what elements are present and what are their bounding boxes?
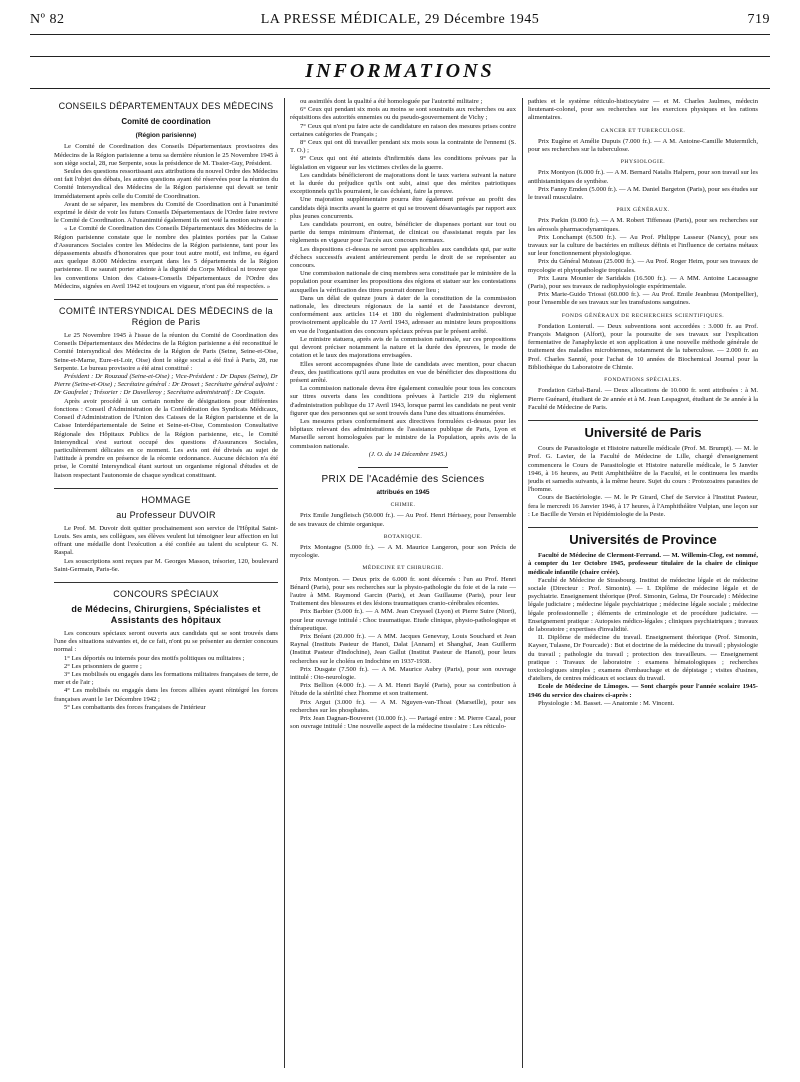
prize-entry: Prix Jean Dagnan-Bouveret (10.000 fr.). — Partagé entre : M. Pierre Cazal, pour son ouvrage intitulé : Une nouvelle aspect de la médecine tissulaire : Les réticulo-: [290, 715, 516, 731]
paragraph: II. Diplôme de médecine du travail. Enseignement théorique (Prof. Simonin, Kayser, Tulasne, Dr Fourcade) : But et doctrine de la médecine du travail ; physiologie du travail ; pathologie du travail ; protection des travailleurs. — Enseignement pratique : Travaux de laboratoire : examens hématologiques ; recherches toxicologiques simples ; examens d'embauchage et de dépistage ; visites d'usines, d'ateliers, de centres médicaux et sociaux du travail.: [528, 634, 758, 683]
prize-entry: Prix Barbier (5.000 fr.). — A MM. Jean Creyssel (Lyon) et Pierre Suire (Niort), pour leur ouvrage intitulé : Choc traumatique. Etude clinique, physio-pathologique et thérapeutique.: [290, 608, 516, 632]
section-subtitle: au Professeur DUVOIR: [116, 509, 216, 520]
paragraph: Physiologie : M. Basset. — Anatomie : M. Vincent.: [538, 699, 675, 707]
paragraph: Les souscriptions sont reçues par M. Georges Masson, trésorier, 120, boulevard Saint-Germain, Paris-6e.: [54, 557, 278, 573]
paragraph: Dans un délai de quinze jours à dater de la constitution de la commission nationale, les directeurs régionaux de la santé et de l'assistance devront, conformément aux articles 114 et 180 du règlement d'administration publique provisoirement applicable du 17 Avril 1943, adresser au ministre leurs propositions en vue de l'organisation des concours spéciaux prévus par le présent arrêté.: [290, 294, 516, 335]
prize-entry: Fondation Lonteruil. — Deux subventions sont accordées : 3.000 fr. au Prof. François Maignon (Alfort), pour la poursuite de ses travaux sur l'explication fermentative de l'anaphylaxie et son application à une nouvelle méthode générale de traitement des maladies microbiennes, notamment de la tuberculose. — 2.000 fr. au Prof. Charles Sannié, pour l'achat de 10 années de Biochemical Journal pour la Bibliothèque du Laboratoire de Chimie.: [528, 322, 758, 371]
prize-entry: Fondation Girbal-Baral. — Deux allocations de 10.000 fr. sont attribuées : à M. Pierre Guénard, étudiant de 2e année et à M. Jean Lespagnot, étudiant de 3e année à la Faculté de Médecine de Paris.: [528, 387, 758, 411]
paragraph: Une commission nationale de cinq membres sera constituée par le ministère de la population pour examiner les propositions des régions et statuer sur les contestations auxquelles la vérification des titres pourrait donner lieu ;: [290, 270, 516, 294]
prize-entry: pathies et le système réticulo-histiocytaire — et M. Charles Jaulmes, médecin lieutenant-colonel, pour ses recherches sur les exercices physiques et les rations alimentaires.: [528, 98, 758, 122]
prize-entry: Prix Montyon (6.000 fr.). — A M. Bernard Natalis Halpern, pour son travail sur les antihistaminiques de synthèse.: [528, 169, 758, 185]
paragraph: La commission nationale devra être également consultée pour tous les concours sur titres ouverts dans les conditions prévues à l'article 219 du règlement d'administration publique du 17 Avril 1943, lorsque parmi les candidats ne peut venir figurer que des personnes qui se sont trouvés dans l'une des situations énumérées.: [290, 385, 516, 417]
prize-entry: Prix Montagne (5.000 fr.). — A M. Maurice Langeron, pour son Précis de mycologie.: [290, 543, 516, 560]
paragraph: 5° Les combattants des forces françaises de l'intérieur: [64, 703, 206, 711]
divider: [54, 488, 278, 489]
header-rule: [30, 34, 770, 35]
column-1: [54, 98, 278, 1070]
category-heading: PHYSIOLOGIE.: [620, 159, 666, 166]
column-divider: [522, 98, 523, 1068]
column-2: [290, 98, 516, 1070]
paragraph: Elles seront accompagnées d'une liste de candidats avec mention, pour chacun d'eux, des justifications qu'il aura produites en vue de bénéficier des dispositions du présent arrêté.: [290, 360, 516, 384]
category-heading: CHIMIE.: [390, 502, 416, 509]
prize-entry: Prix Bréant (20.000 fr.). — A MM. Jacques Genevray, Louis Souchard et Jean Raynal (Instituts Pasteur de Hanoï, Dalat [Annam] et Shanghaï, Jean Guillerm (Institut Pasteur d'Indochine), Jean Gallut (Institut Pasteur de Hanoï), pour leurs recherches sur le choléra en Indochine en 1937-1938.: [290, 632, 516, 665]
paragraph: Ecole de Médecine de Limoges. — Sont chargés pour l'année scolaire 1945-1946 du service des chaires ci-après :: [528, 683, 758, 699]
prize-entry: Prix Fanny Emden (5.000 fr.). — A M. Daniel Bargeton (Paris), pour ses études sur le travail musculaire.: [528, 185, 758, 202]
prize-entry: Prix Bellion (4.000 fr.). — A M. Henri Baylé (Paris), pour sa contribution à l'étude de la stérilité chez l'homme et son traitement.: [290, 682, 516, 698]
banner-rule-top: [30, 56, 770, 57]
paragraph: ou assimilés dont la qualité a été homologuée par l'autorité militaire ;: [300, 98, 483, 105]
paragraph: Le 25 Novembre 1945 à l'issue de la réunion du Comité de Coordination des Conseils Départementaux des Médecins de la Région parisienne a été reconstitué le Comité Intersyndical des Médecins de la Région de Paris (Seine, Seine-et-Oise, Seine-et-Marne, Eure-et-Loir, Oise) dont le siège social a été fixé à Paris, 28, rue Serpente. Le bureau provisoire a été ainsi constitué :: [54, 332, 278, 372]
section-title: Université de Paris: [584, 424, 702, 440]
paragraph: Cours de Parasitologie et Histoire naturelle médicale (Prof. M. Brumpt). — M. le Prof. G. Lavier, de la Faculté de Médecine de Lille, chargé d'enseignement commencera le Cours de Parasitologie et Histoire naturelle médicale, le 5 Janvier 1946, à 16 heures, au Petit Amphithéâtre de la Faculté, et le continuera les mardis jeudis et samedis suivants, à la même heure. Sujet du cours : Protozoaires parasites de l'homme.: [528, 445, 758, 494]
paragraph: Avant de se séparer, les membres du Comité de Coordination ont à l'unanimité exprimé le désir de voir les futurs Conseils Départementaux de l'Ordre faire revivre le Comité de Coordination. A l'unanimité également ils ont voté la motion suivante :: [54, 200, 278, 225]
column-divider: [284, 98, 285, 1068]
paragraph: Une majoration supplémentaire pourra être également prévue au profit des candidats déjà inscrits avant la guerre et qui se trouvent désavantagés par rapport aux plus jeunes concurrents.: [290, 196, 516, 220]
section-title: PRIX DE l'Académie des Sciences: [321, 473, 485, 485]
category-heading: PRIX GÉNÉRAUX.: [616, 207, 670, 214]
prize-entry: Prix Montyon. — Deux prix de 6.000 fr. sont décernés : l'un au Prof. Henri Bénard (Paris), pour ses recherches sur la physio-pathologie du foie et de la rate — l'autre à MM. Raymond Garcin (Paris), et Jean Guillaume (Paris), pour leur Traitement des blessures et des lésions traumatiques cranio-cérébrales récentes.: [290, 575, 516, 608]
page-header: [30, 12, 770, 32]
category-heading: BOTANIQUE.: [383, 533, 423, 540]
column-3: [528, 98, 758, 1070]
paragraph: Les candidats bénéficieront de majorations dont le taux variera suivant la nature et la durée du préjudice qu'ils ont subi, ainsi que des mérites patriotiques exceptionnels qu'ils pourraient, le cas échéant, faire la preuve.: [290, 171, 516, 196]
divider: [528, 420, 758, 421]
subsection-title: Comité de coordination: [121, 117, 211, 126]
paragraph: Après avoir procédé à un certain nombre de désignations pour différentes fonctions : Conseil d'Administration de la Confédération des Syndicats Médicaux, Conseil d'Administration de l'Union des Caisses de la Région parisienne et de la Caisse Interdépartementale de Seine et Seine-et-Oise, Commission Consultative Régionale des Hôpitaux Publics de la Région parisienne, etc., le Comité Intersyndical s'est surtout occupé des questions d'Assurances Sociales, particulièrement délicates en ce moment. Les avis ont été divisés au sujet de l'attitude à prendre en présence de la récente ordonnance. Aucune décision n'a été prise, le Comité Intersyndical étant surtout un organisme régional d'études et de liaison respectant l'autonomie de chaque syndicat constituant.: [54, 397, 278, 479]
prize-entry: Prix Marie-Guido Triossi (60.000 fr.). — Au Prof. Emile Jeanbrau (Montpellier), pour l'ensemble de ses travaux sur les transfusions sanguines.: [528, 291, 758, 307]
page-number: 719: [747, 12, 770, 27]
paragraph: Cours de Bactériologie. — M. le Pr Girard, Chef de Service à l'Institut Pasteur, fera le mercredi 16 Janvier 1946, à 17 heures, à l'Amphithéâtre Vulpian, une leçon sur : Le Bacille de Yersin et l'épidémiologie de la Peste.: [528, 494, 758, 518]
issue-number: Nº 82: [30, 12, 65, 27]
prize-entry: Prix Dusgate (7.500 fr.). — A M. Maurice Aubry (Paris), pour son ouvrage intitulé : Oto-neurologie.: [290, 665, 516, 681]
paragraph: Les candidats pourront, en outre, bénéficier de dispenses portant sur tout ou partie du temps minimum d'internat, de clinicat ou d'assistanat requis par les règlements en vigueur pour l'accès aux concours normaux.: [290, 221, 516, 245]
category-heading: FONDATIONS SPÉCIALES.: [604, 377, 682, 384]
banner-rule-bottom: [30, 88, 770, 89]
divider: [528, 527, 758, 528]
section-title: Universités de Province: [569, 531, 717, 547]
paragraph: Faculté de Médecine de Clermont-Ferrand. — M. Willemin-Clog, est nommé, à compter du 1er Octobre 1945, professeur titulaire de la chaire de clinique médicale infantile (chaire créée).: [528, 552, 758, 576]
prize-entry: Prix Eugène et Amélie Dupuis (7.000 fr.). — A M. Antoine-Camille Mutermilch, pour ses recherches sur la tuberculose.: [528, 137, 758, 154]
section-title: CONCOURS SPÉCIAUX: [113, 588, 219, 599]
paragraph: Les concours spéciaux seront ouverts aux candidats qui se sont trouvés dans l'une des situations suivantes et, de ce fait, n'ont pu se présenter au dernier concours normal :: [54, 629, 278, 654]
paragraph: « Le Comité de Coordination des Conseils Départementaux des Médecins de la Région parisienne constate que le nombre des plaintes portées par la Caisse d'Assurances Sociales contre les Médecins de la Région parisienne, tant pour les dépassements abusifs d'honoraires que pour tout autre motif, est infime, eu égard aux quelque 8.000 Médecins exerçant dans les 5 départements de la Région parisienne. Il ne saurait porter atteinte à la dignité du Corps Médical ni trouver que les conventions Union des Caisses-Conseils Départementaux de l'Ordre des Médecins, signées en Avril 1942 et toujours en vigueur, n'ont pas été respectées. »: [54, 225, 278, 290]
paragraph: Les dispositions ci-dessus ne seront pas applicables aux candidats qui, par suite d'échecs successifs avaient antérieurement perdu le droit de se représenter au concours.: [290, 245, 516, 270]
divider: [54, 299, 278, 300]
prize-entry: Prix Argut (3.000 fr.). — A M. Nguyen-van-Thoai (Marseille), pour ses recherches sur les phosphates.: [290, 698, 516, 714]
section-banner: INFORMATIONS: [305, 60, 495, 82]
paragraph: Faculté de Médecine de Strasbourg. Institut de médecine légale et de médecine sociale (Directeur : Prof. Simonin). — I. Diplôme de médecine légale et de psychiatrie. Enseignement théorique (Prof. Simonin, Gelma, Dr Fourcade) : Médecine légale judiciaire ; médecine légale psychiatrique ; médecine légale sociale ; médecine légale professionnelle ; éléments de criminologie et de procédure judiciaire. — Enseignement pratique : Autopsies médico-légales ; cliniques psychiatriques ; travaux de laboratoire ; expertises d'invalidité.: [528, 576, 758, 633]
divider: [358, 467, 448, 468]
category-heading: CANCER ET TUBERCULOSE.: [600, 127, 686, 134]
category-heading: FONDS GÉNÉRAUX DE RECHERCHES SCIENTIFIQUES.: [561, 312, 725, 319]
prize-entry: Prix Lonchampt (6.500 fr.). — Au Prof. Philippe Lasseur (Nancy), pour ses travaux sur la culture de bactéries en milieux définis et l'influence de certains métaux sur leur fonctionnement physiologique.: [528, 233, 758, 258]
paragraph: 2° Les prisonniers de guerre ;: [64, 662, 142, 670]
paragraph: Les mesures prises conformément aux directives formulées ci-dessus pour les hôpitaux relevant des administrations de l'assistance publique de Paris, Lyon et Marseille seront homologuées par le ministre de la Population, après avis de la commission nationale.: [290, 417, 516, 450]
paragraph: 1° Les déportés ou internés pour des motifs politiques ou militaires ;: [64, 654, 245, 662]
paragraph: 4° Les mobilisés ou engagés dans les forces alliées ayant réintégré les forces françaises avant le 1er Décembre 1942 ;: [54, 687, 278, 703]
paragraph: 6° Ceux qui pendant six mois au moins se sont soustraits aux recherches ou aux réquisitions des autorités ennemies ou du pseudo-gouvernement de Vichy ;: [290, 106, 516, 122]
source-note: (J. O. du 14 Décembre 1945.): [368, 450, 448, 458]
paragraph: Président : Dr Rouzaud (Seine-et-Oise) ; Vice-Président : Dr Dupas (Seine), Dr Pierre (Seine-et-Oise) ; Secrétaire général : Dr Drouet ; Secrétaire général adjoint : Dr Gaufrelet ; Trésorier : Dr Duvelleroy ; Secrétaire administratif : Dr Coquin.: [54, 373, 278, 397]
paragraph: 9° Ceux qui ont été atteints d'infirmités dans les conditions prévues par la législation en vigueur sur les victimes civiles de la guerre.: [290, 155, 516, 171]
prize-entry: Prix Parkin (9.000 fr.). — A M. Robert Tiffeneau (Paris), pour ses recherches sur les aérosols pharmacodynamiques.: [528, 217, 758, 233]
paragraph: 7° Ceux qui n'ont pu faire acte de candidature en raison des mesures prises contre certaines catégories de Français ;: [290, 122, 516, 138]
journal-title: LA PRESSE MÉDICALE, 29 Décembre 1945: [260, 12, 540, 27]
region-label: (Région parisienne): [135, 132, 197, 140]
section-subtitle: de Médecins, Chirurgiens, Spécialistes et Assistants des hôpitaux: [71, 603, 261, 625]
prize-entry: Prix Laura Mounier de Saridakis (16.500 fr.). — A MM. Antoine Lacassagne (Paris), pour ses travaux de radiophysiologie expérimentale.: [528, 274, 758, 291]
divider: [54, 582, 278, 583]
section-title: HOMMAGE: [141, 494, 191, 505]
category-heading: MÉDECINE ET CHIRURGIE.: [362, 565, 444, 572]
section-subtitle: attribués en 1945: [376, 488, 430, 496]
paragraph: 3° Les mobilisés ou engagés dans les formations militaires françaises de terre, de mer et de l'air ;: [54, 670, 278, 687]
paragraph: Le ministre statuera, après avis de la commission nationale, sur ces propositions qui devront préciser notamment la nature et la durée des épreuves, le mode de cotation et le taux des majorations envisagées.: [290, 335, 516, 360]
prize-entry: Prix Emile Jungfleisch (50.000 fr.). — Au Prof. Henri Hérissey, pour l'ensemble de ses travaux de chimie organique.: [290, 512, 516, 528]
paragraph: Le Prof. M. Duvoir doit quitter prochainement son service de l'Hôpital Saint-Louis. Ses amis, ses collègues, ses élèves veulent lui témoigner leur affection en lui offrant une médaille dont l'exécution a été confiée au talent du sculpteur G. N. Raspal.: [54, 524, 278, 557]
paragraph: Le Comité de Coordination des Conseils Départementaux provisoires des Médecins de la Région parisienne a tenu sa dernière réunion le 25 Novembre 1945 à son siège social, 28, rue Serpente, sous la présidence de M. Tissier-Guy, Président.: [54, 143, 278, 167]
prize-entry: Prix du Général Muteau (25.000 fr.). — Au Prof. Roger Heim, pour ses travaux de mycologie et phytopathologie tropicales.: [528, 258, 758, 274]
paragraph: 8° Ceux qui ont dû travailler pendant six mois sous la contrainte de l'ennemi (S. T. O.) ;: [290, 139, 516, 155]
paragraph: Seules des questions ressortissant aux attributions du nouvel Ordre des Médecins ont fait l'objet des débats, les autres questions ayant été réservées pour la réunion du Comité Intersyndical des Médecins de la Région parisienne qui devait se tenir immédiatement après celle du Comité de Coordination.: [54, 168, 278, 200]
section-title: CONSEILS DÉPARTEMENTAUX DES MÉDECINS: [58, 101, 274, 111]
section-title: COMITÉ INTERSYNDICAL DES MÉDECINS de la Région de Paris: [59, 306, 273, 328]
